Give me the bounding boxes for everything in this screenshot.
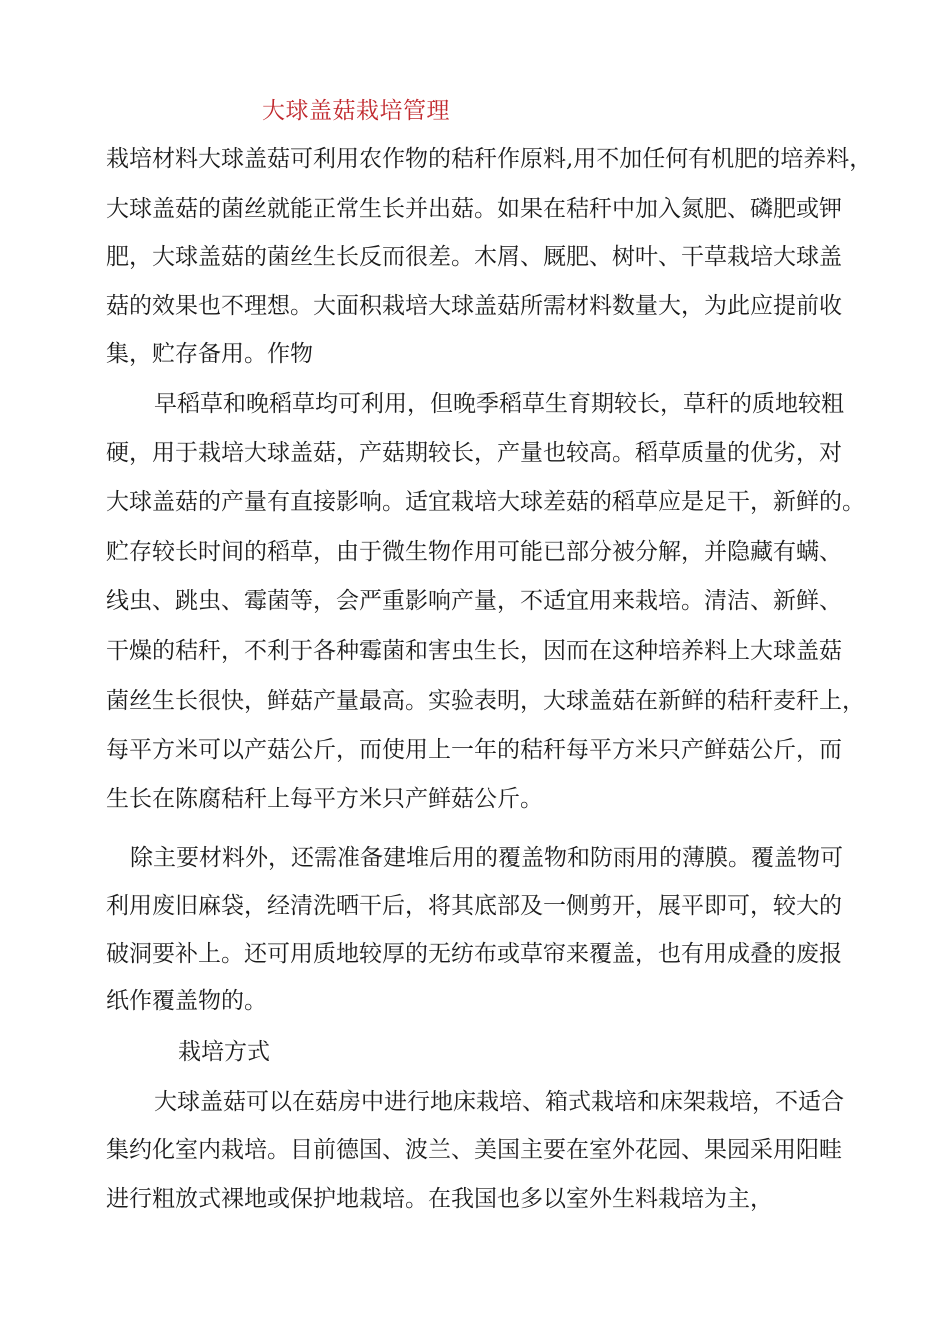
text-line: 菇的效果也不理想。大面积栽培大球盖菇所需材料数量大，为此应提前收 xyxy=(106,293,842,319)
text-line: 纸作覆盖物的。 xyxy=(106,988,267,1014)
text-line: 干燥的秸秆，不利于各种霉菌和害虫生长，因而在这种培养料上大球盖菇 xyxy=(106,638,842,664)
text-line: 栽培材料大球盖菇可利用农作物的秸秆作原料,用不加任何有机肥的培养料， xyxy=(106,146,873,172)
text-line: 集约化室内栽培。目前德国、波兰、美国主要在室外花园、果园采用阳畦 xyxy=(106,1137,842,1163)
text-line: 菌丝生长很快，鲜菇产量最高。实验表明，大球盖菇在新鲜的秸秆麦秆上， xyxy=(106,688,865,714)
text-line: 大球盖菇可以在菇房中进行地床栽培、箱式栽培和床架栽培，不适合 xyxy=(154,1089,844,1115)
text-line: 每平方米可以产菇公斤，而使用上一年的秸秆每平方米只产鲜菇公斤，而 xyxy=(106,737,842,763)
text-line: 利用废旧麻袋，经清洗晒干后，将其底部及一侧剪开，展平即可，较大的 xyxy=(106,893,842,919)
text-line: 破洞要补上。还可用质地较厚的无纺布或草帘来覆盖，也有用成叠的废报 xyxy=(106,941,842,967)
text-line: 大球盖菇的产量有直接影响。适宜栽培大球差菇的稻草应是足干，新鲜的。 xyxy=(106,489,865,515)
text-line: 进行粗放式裸地或保护地栽培。在我国也多以室外生料栽培为主， xyxy=(106,1186,773,1212)
text-line: 早稻草和晚稻草均可利用，但晚季稻草生育期较长，草秆的质地较粗 xyxy=(154,391,844,417)
text-line: 肥，大球盖菇的菌丝生长反而很差。木屑、厩肥、树叶、干草栽培大球盖 xyxy=(106,244,842,270)
page-title: 大球盖菇栽培管理 xyxy=(262,98,450,124)
text-line: 生长在陈腐秸秆上每平方米只产鲜菇公斤。 xyxy=(106,786,543,812)
text-line: 硬，用于栽培大球盖菇，产菇期较长，产量也较高。稻草质量的优劣，对 xyxy=(106,440,842,466)
section-heading: 栽培方式 xyxy=(178,1039,270,1065)
text-line: 除主要材料外，还需准备建堆后用的覆盖物和防雨用的薄膜。覆盖物可 xyxy=(130,845,843,871)
text-line: 集，贮存备用。作物 xyxy=(106,341,313,367)
text-line: 贮存较长时间的稻草，由于微生物作用可能已部分被分解，并隐藏有螨、 xyxy=(106,539,842,565)
text-line: 大球盖菇的菌丝就能正常生长并出菇。如果在秸秆中加入氮肥、磷肥或钾 xyxy=(106,196,842,222)
text-line: 线虫、跳虫、霉菌等，会严重影响产量，不适宜用来栽培。清洁、新鲜、 xyxy=(106,588,842,614)
